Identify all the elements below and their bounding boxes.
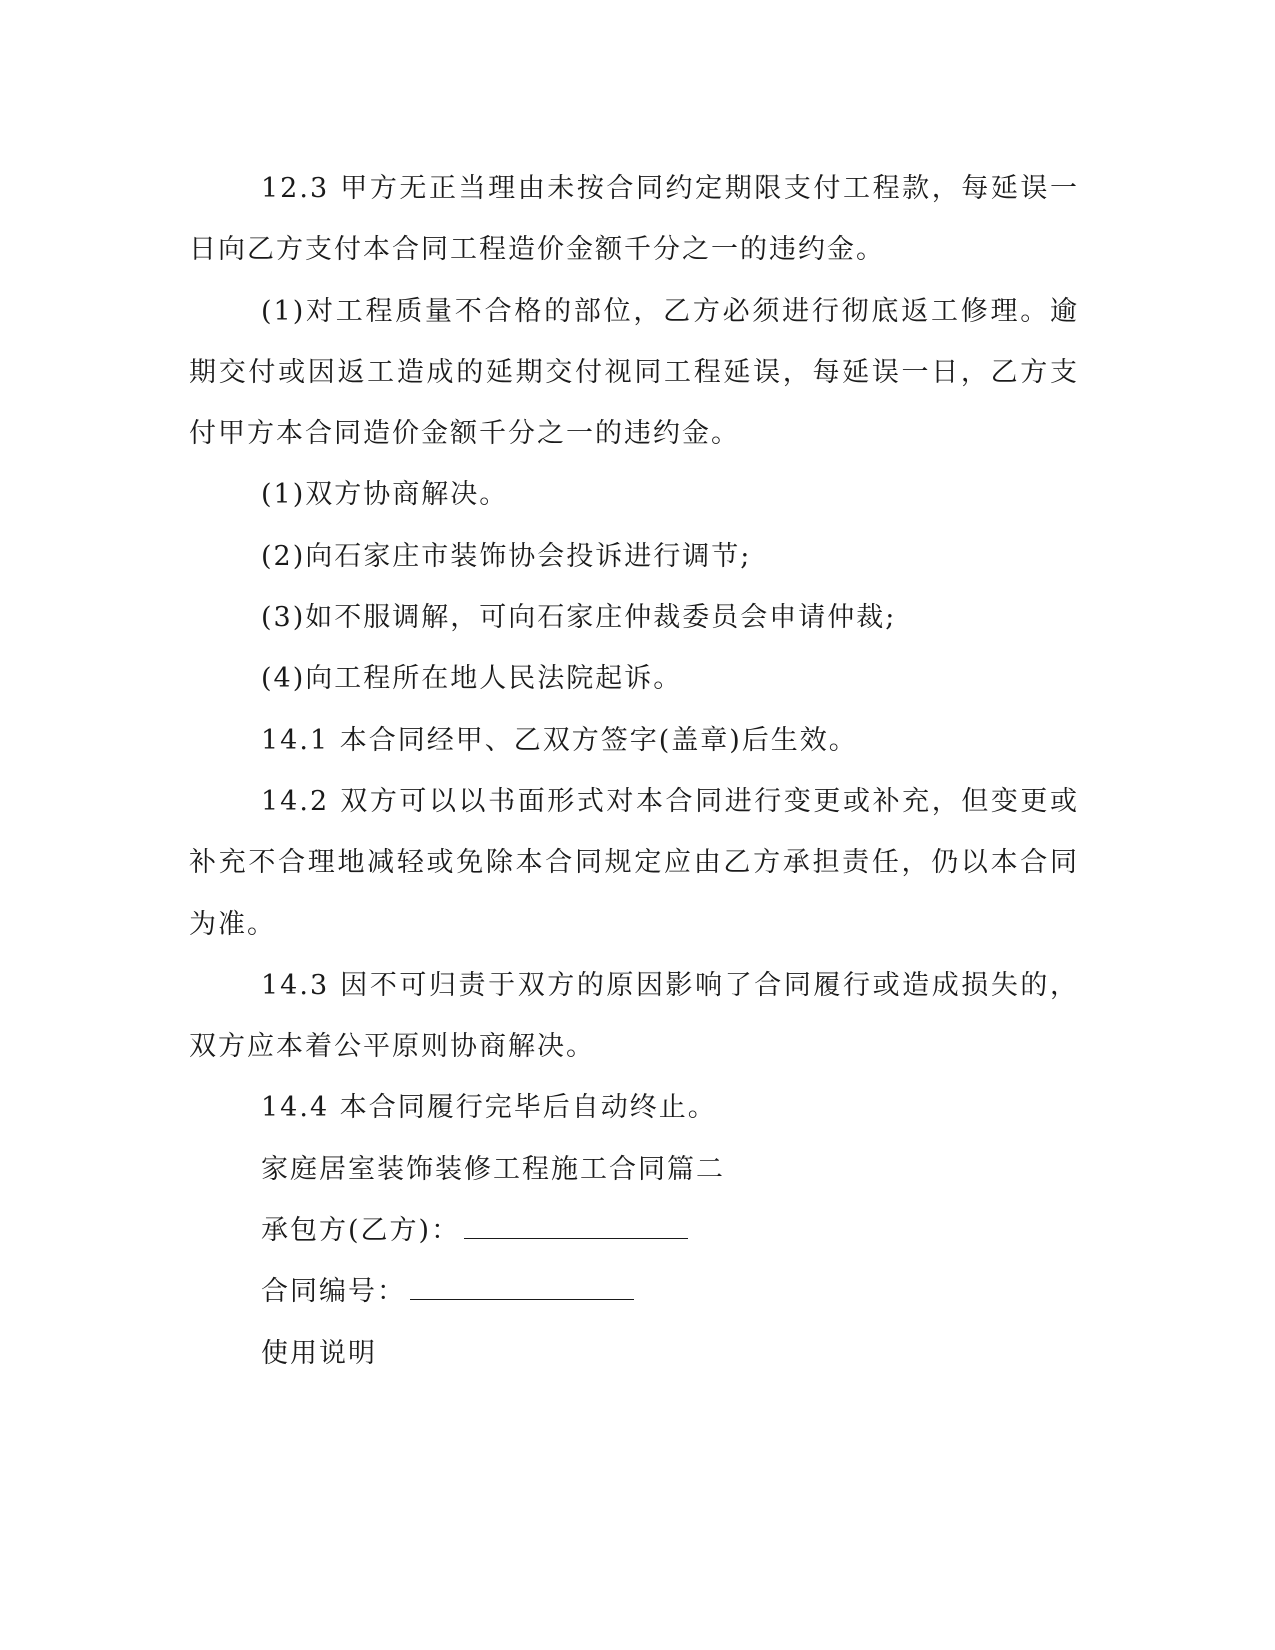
dispute-option-4: (4)向工程所在地人民法院起诉。 xyxy=(261,663,683,695)
clause-14-1: 14.1 本合同经甲、乙双方签字(盖章)后生效。 xyxy=(261,724,858,756)
clause-quality-rework: (1)对工程质量不合格的部位，乙方必须进行彻底返工修理。逾期交付或因返工造成的延期交付视同工程延误，每延误一日，乙方支付甲方本合同造价金额千分之一的违约金。 xyxy=(189,295,1079,450)
contract-number-line xyxy=(189,1261,1079,1322)
contract-number-label: 合同编号： xyxy=(261,1276,406,1308)
contractor-blank xyxy=(464,1216,688,1239)
document-body xyxy=(189,158,1079,1384)
contractor-label: 承包方(乙方)： xyxy=(261,1215,461,1247)
clause-14-3: 14.3 因不可归责于双方的原因影响了合同履行或造成损失的，双方应本着公平原则协商解决。 xyxy=(189,969,1079,1063)
clause-14-2: 14.2 双方可以以书面形式对本合同进行变更或补充，但变更或补充不合理地减轻或免除本合同规定应由乙方承担责任，仍以本合同为准。 xyxy=(189,785,1079,940)
section-title: 家庭居室装饰装修工程施工合同篇二 xyxy=(261,1153,725,1185)
clause-12-3: 12.3 甲方无正当理由未按合同约定期限支付工程款，每延误一日向乙方支付本合同工程造价金额千分之一的违约金。 xyxy=(189,173,1079,266)
contractor-line xyxy=(189,1200,1079,1261)
clause-14-4: 14.4 本合同履行完毕后自动终止。 xyxy=(261,1092,717,1124)
contract-number-blank xyxy=(410,1277,634,1300)
dispute-option-1: (1)双方协商解决。 xyxy=(261,479,509,511)
dispute-option-3: (3)如不服调解，可向石家庄仲裁委员会申请仲裁; xyxy=(261,602,897,634)
instructions-heading: 使用说明 xyxy=(261,1337,377,1369)
dispute-option-2: (2)向石家庄市装饰协会投诉进行调节; xyxy=(261,540,752,572)
